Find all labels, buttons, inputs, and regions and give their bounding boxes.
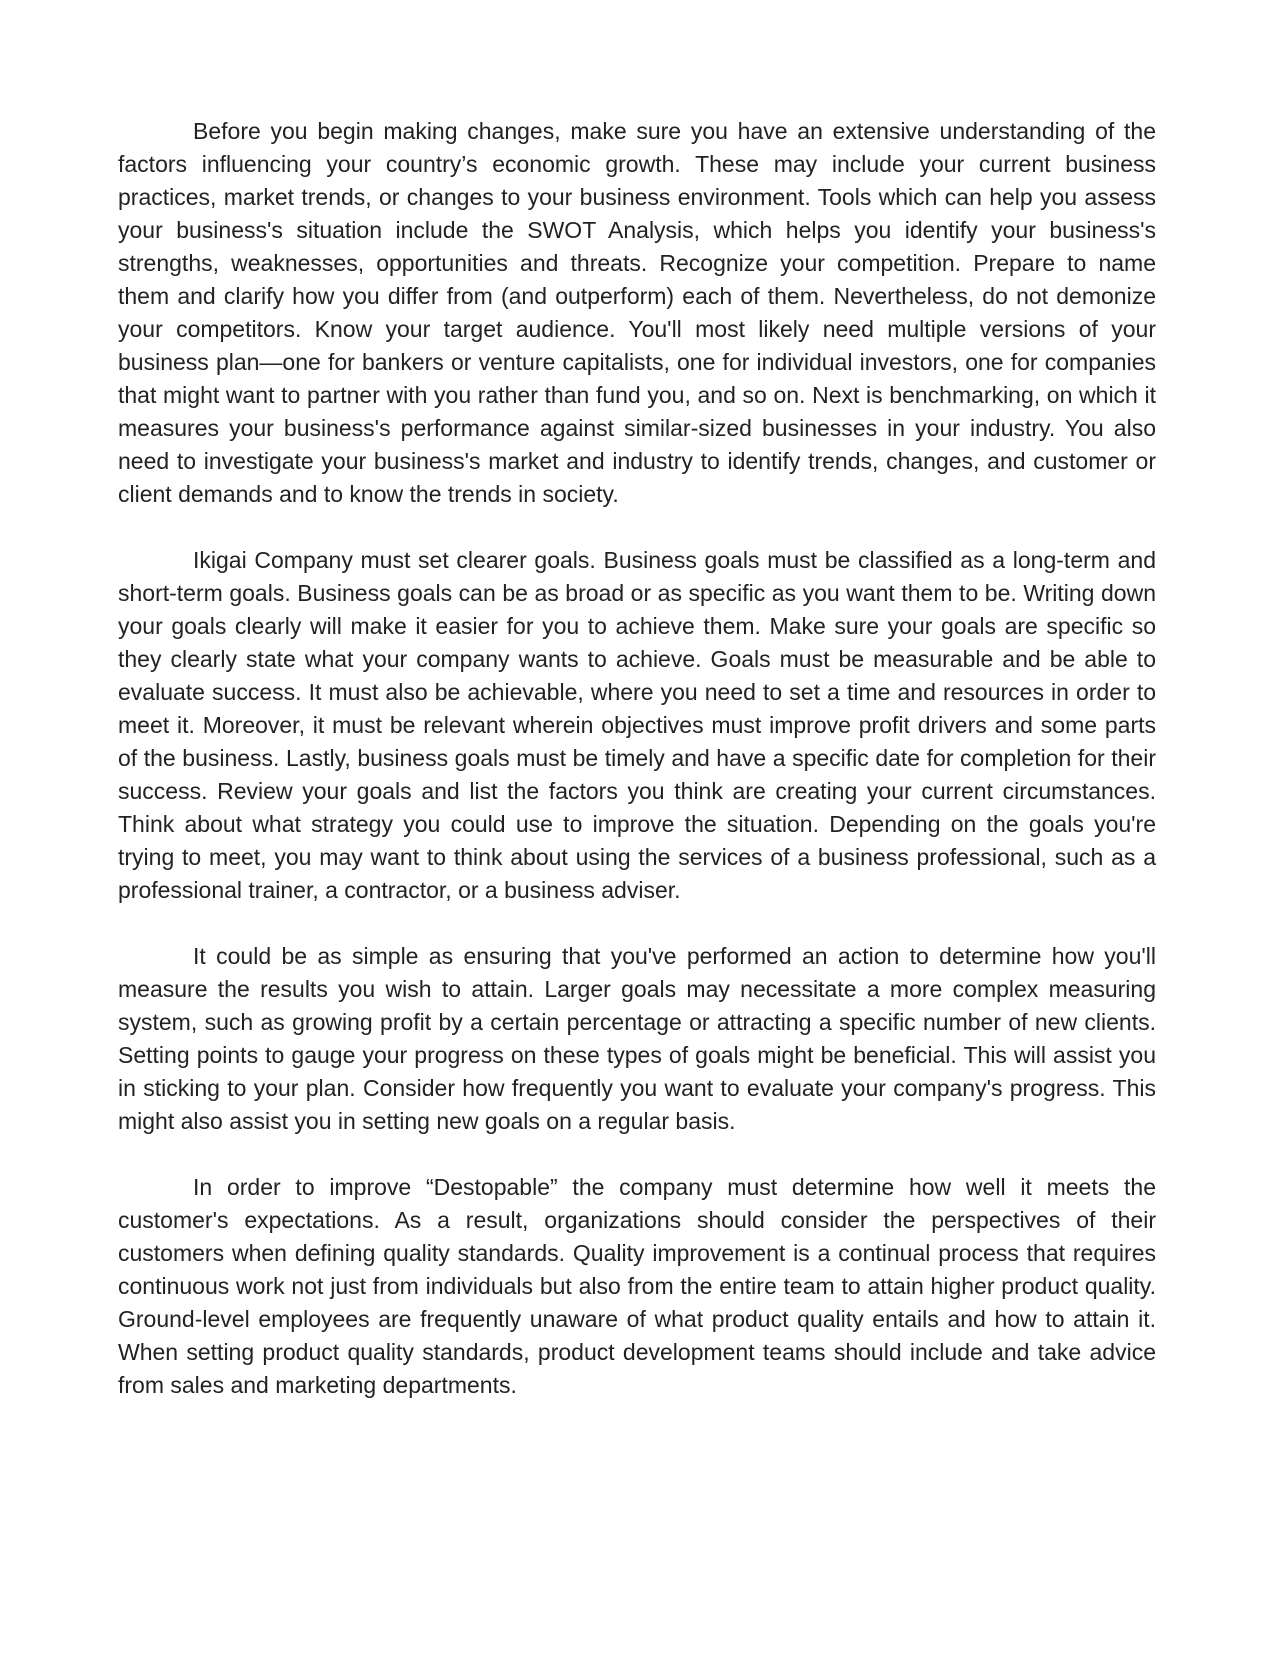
paragraph-2: Ikigai Company must set clearer goals. Business goals must be classified as a long-term and short-term goals. Business goals can be as broad or as specific as you want them to be. Writing down your goals clearly will make it easier for you to achieve them. Make sure your goals are specific so they clearly state what your company wants to achieve. Goals must be measurable and be able to evaluate success. It must also be achievable, where you need to set a time and resources in order to meet it. Moreover, it must be relevant wherein objectives must improve profit drivers and some parts of the business. Lastly, business goals must be timely and have a specific date for completion for their success. Review your goals and list the factors you think are creating your current circumstances. Think about what strategy you could use to improve the situation. Depending on the goals you're trying to meet, you may want to think about using the services of a business professional, such as a professional trainer, a contractor, or a business adviser. [118, 547, 1156, 903]
paragraph-4: In order to improve “Destopable” the company must determine how well it meets the customer's expectations. As a result, organizations should consider the perspectives of their customers when defining quality standards. Quality improvement is a continual process that requires continuous work not just from individuals but also from the entire team to attain higher product quality. Ground-level employees are frequently unaware of what product quality entails and how to attain it. When setting product quality standards, product development teams should include and take advice from sales and marketing departments. [118, 1174, 1156, 1398]
paragraph-1: Before you begin making changes, make sure you have an extensive understanding of the factors influencing your country’s economic growth. These may include your current business practices, market trends, or changes to your business environment. Tools which can help you assess your business's situation include the SWOT Analysis, which helps you identify your business's strengths, weaknesses, opportunities and threats. Recognize your competition. Prepare to name them and clarify how you differ from (and outperform) each of them. Nevertheless, do not demonize your competitors. Know your target audience. You'll most likely need multiple versions of your business plan—one for bankers or venture capitalists, one for individual investors, one for companies that might want to partner with you rather than fund you, and so on. Next is benchmarking, on which it measures your business's performance against similar-sized businesses in your industry. You also need to investigate your business's market and industry to identify trends, changes, and customer or client demands and to know the trends in society. [118, 118, 1156, 507]
paragraph-3: It could be as simple as ensuring that you've performed an action to determine how you'll measure the results you wish to attain. Larger goals may necessitate a more complex measuring system, such as growing profit by a certain percentage or attracting a specific number of new clients. Setting points to gauge your progress on these types of goals might be beneficial. This will assist you in sticking to your plan. Consider how frequently you want to evaluate your company's progress. This might also assist you in setting new goals on a regular basis. [118, 943, 1156, 1134]
document-body [118, 115, 1156, 1435]
